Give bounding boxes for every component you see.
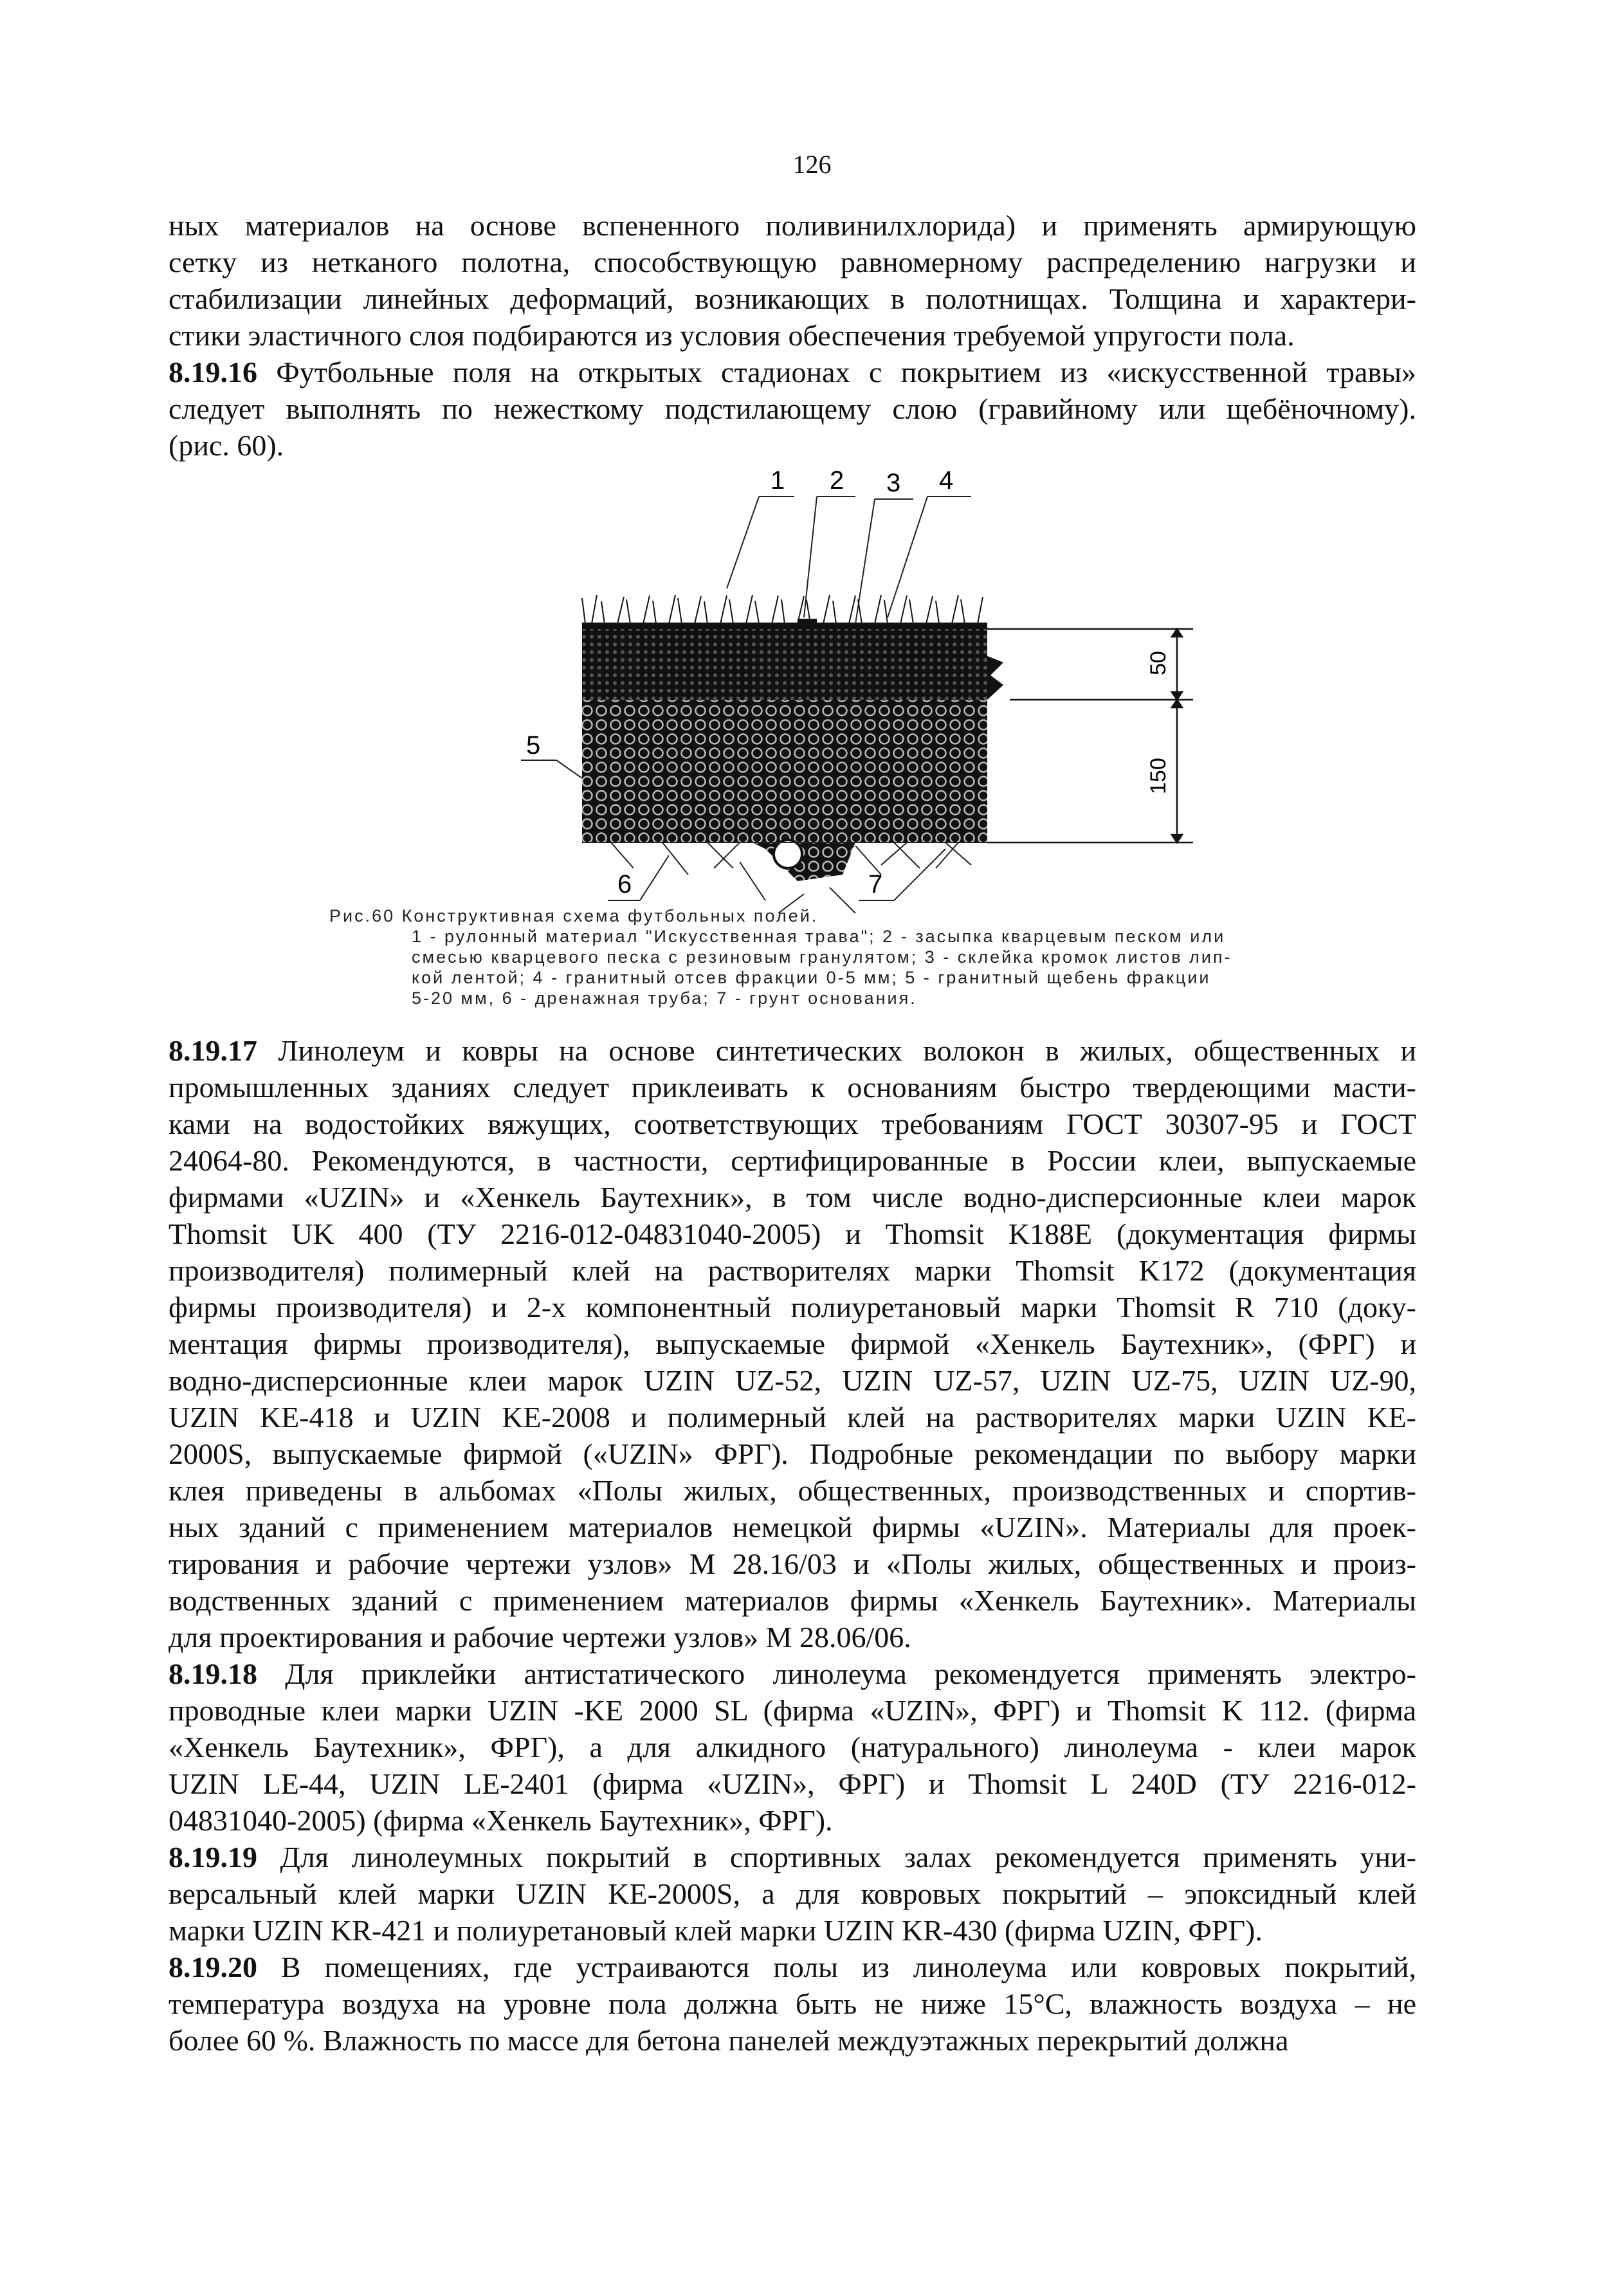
paragraph-number: 8.19.20 (169, 1951, 257, 1983)
line-text: следует выполнять по нежесткому подстилающему слою (гравийному или щебёночному). (169, 392, 1416, 425)
paragraph-line (169, 1912, 1416, 1949)
line-text: фирмами «UZIN» и «Хенкель Баутехник», в том числе водно-дисперсионные клеи марок (169, 1181, 1416, 1214)
paragraph-line (169, 1729, 1416, 1765)
paragraph-line (169, 1619, 1416, 1655)
paragraph-line (169, 1839, 1416, 1875)
layer-edge (987, 656, 1003, 700)
callout-2: 2 (830, 466, 844, 495)
seam-tape (798, 619, 817, 626)
paragraph-line (169, 1509, 1416, 1545)
paragraph-number: 8.19.19 (169, 1841, 257, 1873)
paragraph-line (169, 207, 1416, 244)
line-text: Для линолеумных покрытий в спортивных залах рекомендуется применять уни- (280, 1841, 1417, 1873)
caption-legend-line: 1 - рулонный материал "Искусственная трава"; 2 - засыпка кварцевым песком или (412, 927, 1226, 946)
paragraph-line (169, 1289, 1416, 1326)
paragraph-number: 8.19.16 (169, 356, 257, 388)
paragraph-line (169, 1252, 1416, 1289)
turf-base (582, 623, 987, 629)
line-text: В помещениях, где устраиваются полы из линолеума или ковровых покрытий, (280, 1951, 1417, 1983)
paragraph-line (169, 1802, 1416, 1839)
line-text: Thomsit UK 400 (ТУ 2216-012-04831040-2005) и Thomsit K188E (документация фирмы (169, 1217, 1416, 1250)
line-text: 2000S, выпускаемые фирмой («UZIN» ФРГ). Подробные рекомендации по выбору марки (169, 1437, 1416, 1470)
callout-5: 5 (526, 731, 541, 760)
caption-legend (329, 926, 1371, 1008)
line-text: UZIN KE-418 и UZIN KE-2008 и полимерный клей на растворителях марки UZIN KE- (169, 1401, 1416, 1434)
callout-6: 6 (617, 870, 632, 898)
line-text: UZIN LE-44, UZIN LE-2401 (фирма «UZIN», ФРГ) и Thomsit L 240D (ТУ 2216-012- (169, 1767, 1416, 1800)
text-block-top (169, 207, 1416, 464)
caption-legend-line: 5-20 мм, 6 - дренажная труба; 7 - грунт основания. (412, 989, 917, 1008)
line-text: стабилизации линейных деформаций, возникающих в полотнищах. Толщина и характери- (169, 282, 1416, 315)
callout-7: 7 (868, 870, 883, 898)
line-text: клея приведены в альбомах «Полы жилых, общественных, производственных и спортив- (169, 1474, 1416, 1507)
line-text: тирования и рабочие чертежи узлов» М 28.16/03 и «Полы жилых, общественных и произ- (169, 1547, 1416, 1580)
paragraph-line (169, 1142, 1416, 1179)
line-text: ментация фирмы производителя), выпускаемые фирмой «Хенкель Баутехник», (ФРГ) и (169, 1327, 1416, 1360)
text-block-bottom (169, 1032, 1416, 2059)
cross-section-diagram (495, 463, 1216, 913)
callout-1: 1 (771, 466, 785, 495)
paragraph-line (169, 1655, 1416, 1692)
paragraph-line (169, 1692, 1416, 1729)
drainage-pipe (774, 840, 802, 868)
paragraph-line (169, 1069, 1416, 1106)
line-text: водственных зданий с применением материалов фирмы «Хенкель Баутехник». Материалы (169, 1584, 1416, 1617)
paragraph-line (169, 280, 1416, 317)
paragraph-line (169, 1472, 1416, 1509)
line-text: промышленных зданиях следует приклеивать к основаниям быстро твердеющими масти- (169, 1071, 1416, 1104)
paragraph-line (169, 244, 1416, 280)
line-text: температура воздуха на уровне пола должна быть не ниже 15°С, влажность воздуха – не (169, 1987, 1416, 2020)
paragraph-line (169, 1399, 1416, 1435)
line-text: Для приклейки антистатического линолеума рекомендуется применять электро- (285, 1657, 1417, 1690)
callout-3: 3 (886, 469, 901, 497)
paragraph-line (169, 1032, 1416, 1069)
line-text: (рис. 60). (169, 429, 284, 462)
paragraph-line (169, 354, 1416, 390)
figure-caption (329, 906, 1371, 1008)
line-text: более 60 %. Влажность по массе для бетона панелей междуэтажных перекрытий должна (169, 2024, 1289, 2057)
line-text: стики эластичного слоя подбираются из условия обеспечения требуемой упругости пола. (169, 319, 1295, 352)
artificial-grass-layer (582, 595, 983, 624)
line-text: 04831040-2005) (фирма «Хенкель Баутехник», ФРГ). (169, 1804, 833, 1837)
line-text: ками на водостойких вяжущих, соответствующих требованиям ГОСТ 30307-95 и ГОСТ (169, 1107, 1416, 1140)
paragraph-line (169, 1216, 1416, 1252)
paragraph-line (169, 1949, 1416, 1985)
line-text: водно-дисперсионные клеи марок UZIN UZ-52, UZIN UZ-57, UZIN UZ-75, UZIN UZ-90, (169, 1364, 1416, 1397)
figure-football-field-section (495, 463, 1216, 913)
callout-4: 4 (939, 466, 954, 495)
line-text: Футбольные поля на открытых стадионах с покрытием из «искусственной травы» (276, 356, 1416, 388)
paragraph-line (169, 1875, 1416, 1912)
paragraph-line (169, 390, 1416, 427)
dimension-150: 150 (1146, 758, 1171, 794)
dimension-50: 50 (1146, 651, 1171, 675)
paragraph-number: 8.19.18 (169, 1657, 257, 1690)
line-text: «Хенкель Баутехник», ФРГ), а для алкидного (натурального) линолеума - клеи марок (169, 1731, 1416, 1763)
line-text: Линолеум и ковры на основе синтетических волокон в жилых, общественных и (278, 1034, 1416, 1067)
paragraph-line (169, 1765, 1416, 1802)
paragraph-line (169, 2022, 1416, 2059)
line-text: ных зданий с применением материалов немецкой фирмы «UZIN». Материалы для проек- (169, 1511, 1416, 1544)
paragraph-line (169, 1326, 1416, 1362)
paragraph-line (169, 427, 1416, 464)
paragraph-line (169, 1106, 1416, 1142)
paragraph-line (169, 1545, 1416, 1582)
paragraph-line (169, 1179, 1416, 1216)
paragraph-line (169, 1435, 1416, 1472)
line-text: марки UZIN KR-421 и полиуретановый клей марки UZIN KR-430 (фирма UZIN, ФРГ). (169, 1914, 1263, 1947)
paragraph-number: 8.19.17 (169, 1034, 257, 1067)
line-text: 24064-80. Рекомендуются, в частности, сертифицированные в России клеи, выпускаемые (169, 1144, 1416, 1177)
line-text: для проектирования и рабочие чертежи узлов» М 28.06/06. (169, 1621, 911, 1654)
page-number: 126 (792, 150, 832, 179)
caption-legend-line: кой лентой; 4 - гранитный отсев фракции 0-5 мм; 5 - гранитный щебень фракции (412, 968, 1211, 987)
paragraph-line (169, 1582, 1416, 1619)
paragraph-line (169, 1985, 1416, 2022)
granite-screening-layer (582, 629, 987, 700)
paragraph-line (169, 317, 1416, 354)
line-text: производителя) полимерный клей на растворителях марки Thomsit K172 (документация (169, 1254, 1416, 1287)
line-text: проводные клеи марки UZIN -KE 2000 SL (фирма «UZIN», ФРГ) и Thomsit K 112. (фирма (169, 1694, 1417, 1727)
caption-title: Рис.60 Конструктивная схема футбольных полей. (329, 906, 819, 925)
line-text: сетку из нетканого полотна, способствующую равномерному распределению нагрузки и (169, 246, 1416, 278)
line-text: ных материалов на основе вспененного поливинилхлорида) и применять армирующую (169, 209, 1416, 242)
caption-legend-line: смесью кварцевого песка с резиновым гранулятом; 3 - склейка кромок листов лип- (412, 947, 1232, 967)
paragraph-line (169, 1362, 1416, 1399)
line-text: фирмы производителя) и 2-х компонентный полиуретановый марки Thomsit R 710 (доку- (169, 1291, 1416, 1324)
line-text: версальный клей марки UZIN KE-2000S, а для ковровых покрытий – эпоксидный клей (169, 1877, 1416, 1910)
